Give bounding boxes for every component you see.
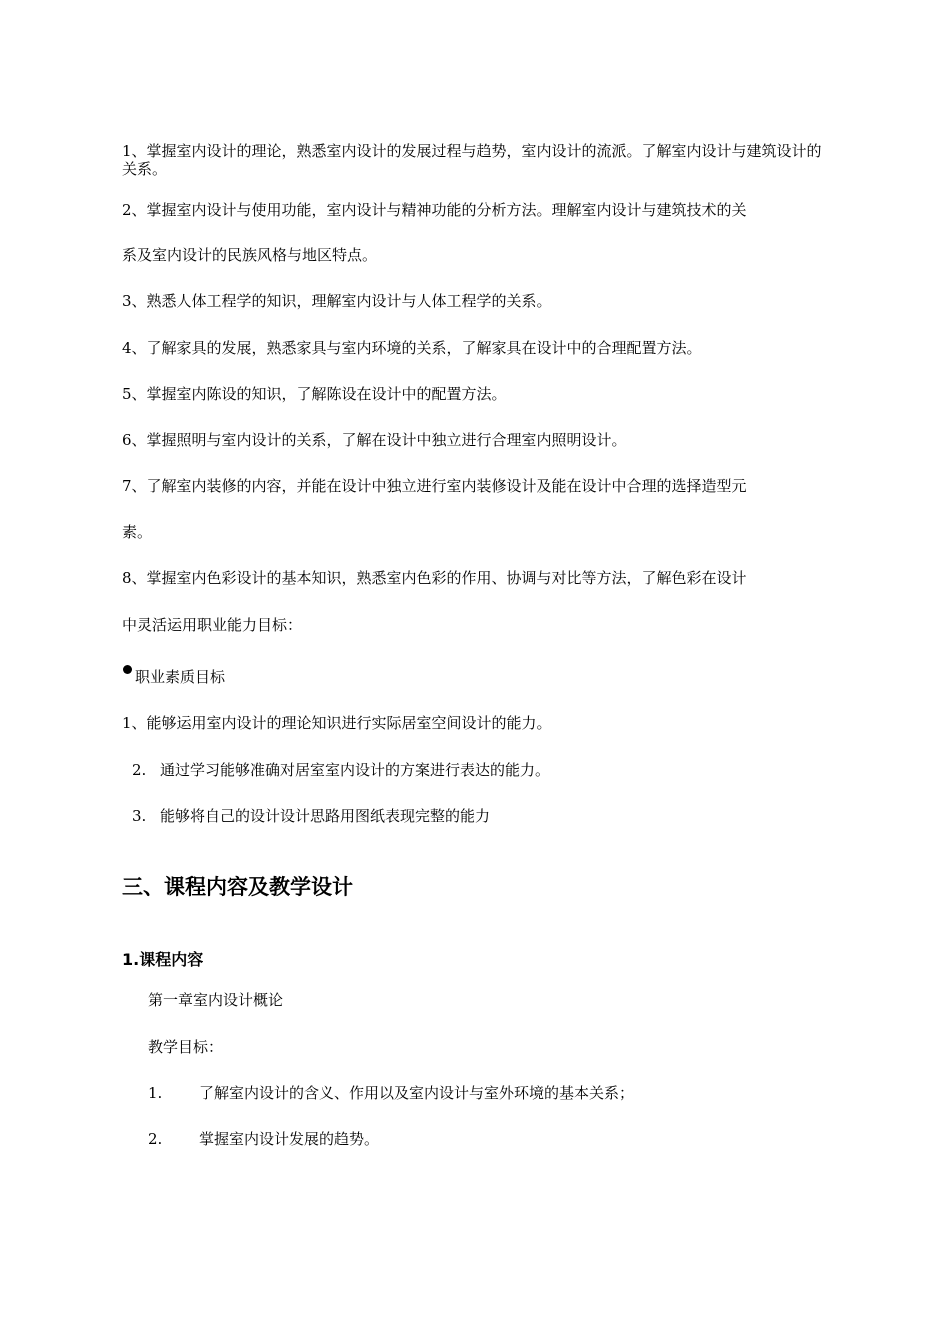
knowledge-goal-7-line-1: 7、了解室内装修的内容，并能在设计中独立进行室内装修设计及能在设计中合理的选择造型元 [122,477,747,495]
quality-goal-3-number: 3. [132,807,147,825]
knowledge-goal-6: 6、掌握照明与室内设计的关系，了解在设计中独立进行合理室内照明设计。 [122,431,627,449]
knowledge-goal-8-line-1: 8、掌握室内色彩设计的基本知识，熟悉室内色彩的作用、协调与对比等方法，了解色彩在设计 [122,569,747,587]
knowledge-goal-1: 1、掌握室内设计的理论，熟悉室内设计的发展过程与趋势，室内设计的流派。了解室内设计与建筑设计的关系。 [122,142,822,178]
quality-goal-2-number: 2. [132,761,147,779]
objective-1-text: 了解室内设计的含义、作用以及室内设计与室外环境的基本关系； [199,1084,635,1102]
objective-1-number: 1. [148,1084,163,1102]
knowledge-goal-5: 5、掌握室内陈设的知识，了解陈设在设计中的配置方法。 [122,385,507,403]
objectives-label: 教学目标： [148,1038,224,1056]
objective-2-number: 2. [148,1130,163,1148]
bullet-icon [123,665,132,674]
knowledge-goal-4: 4、了解家具的发展，熟悉家具与室内环境的关系，了解家具在设计中的合理配置方法。 [122,339,702,357]
knowledge-goal-3: 3、熟悉人体工程学的知识，理解室内设计与人体工程学的关系。 [122,292,552,310]
knowledge-goal-2-line-1: 2、掌握室内设计与使用功能，室内设计与精神功能的分析方法。理解室内设计与建筑技术的关 [122,201,747,219]
quality-goals-heading: 职业素质目标 [135,668,226,686]
knowledge-goal-7-line-2: 素。 [122,523,153,541]
knowledge-goal-8-line-2: 中灵活运用职业能力目标： [122,616,303,634]
objective-2-text: 掌握室内设计发展的趋势。 [199,1130,380,1148]
quality-goal-3-text: 能够将自己的设计设计思路用图纸表现完整的能力 [160,807,491,825]
subsection-heading: 1.课程内容 [122,950,204,969]
quality-goal-1: 1、能够运用室内设计的理论知识进行实际居室空间设计的能力。 [122,714,552,732]
chapter-title: 第一章室内设计概论 [148,991,284,1009]
quality-goal-2-text: 通过学习能够准确对居室室内设计的方案进行表达的能力。 [160,761,551,779]
section-heading: 三、课程内容及教学设计 [122,875,353,899]
knowledge-goal-2-line-2: 系及室内设计的民族风格与地区特点。 [122,246,378,264]
